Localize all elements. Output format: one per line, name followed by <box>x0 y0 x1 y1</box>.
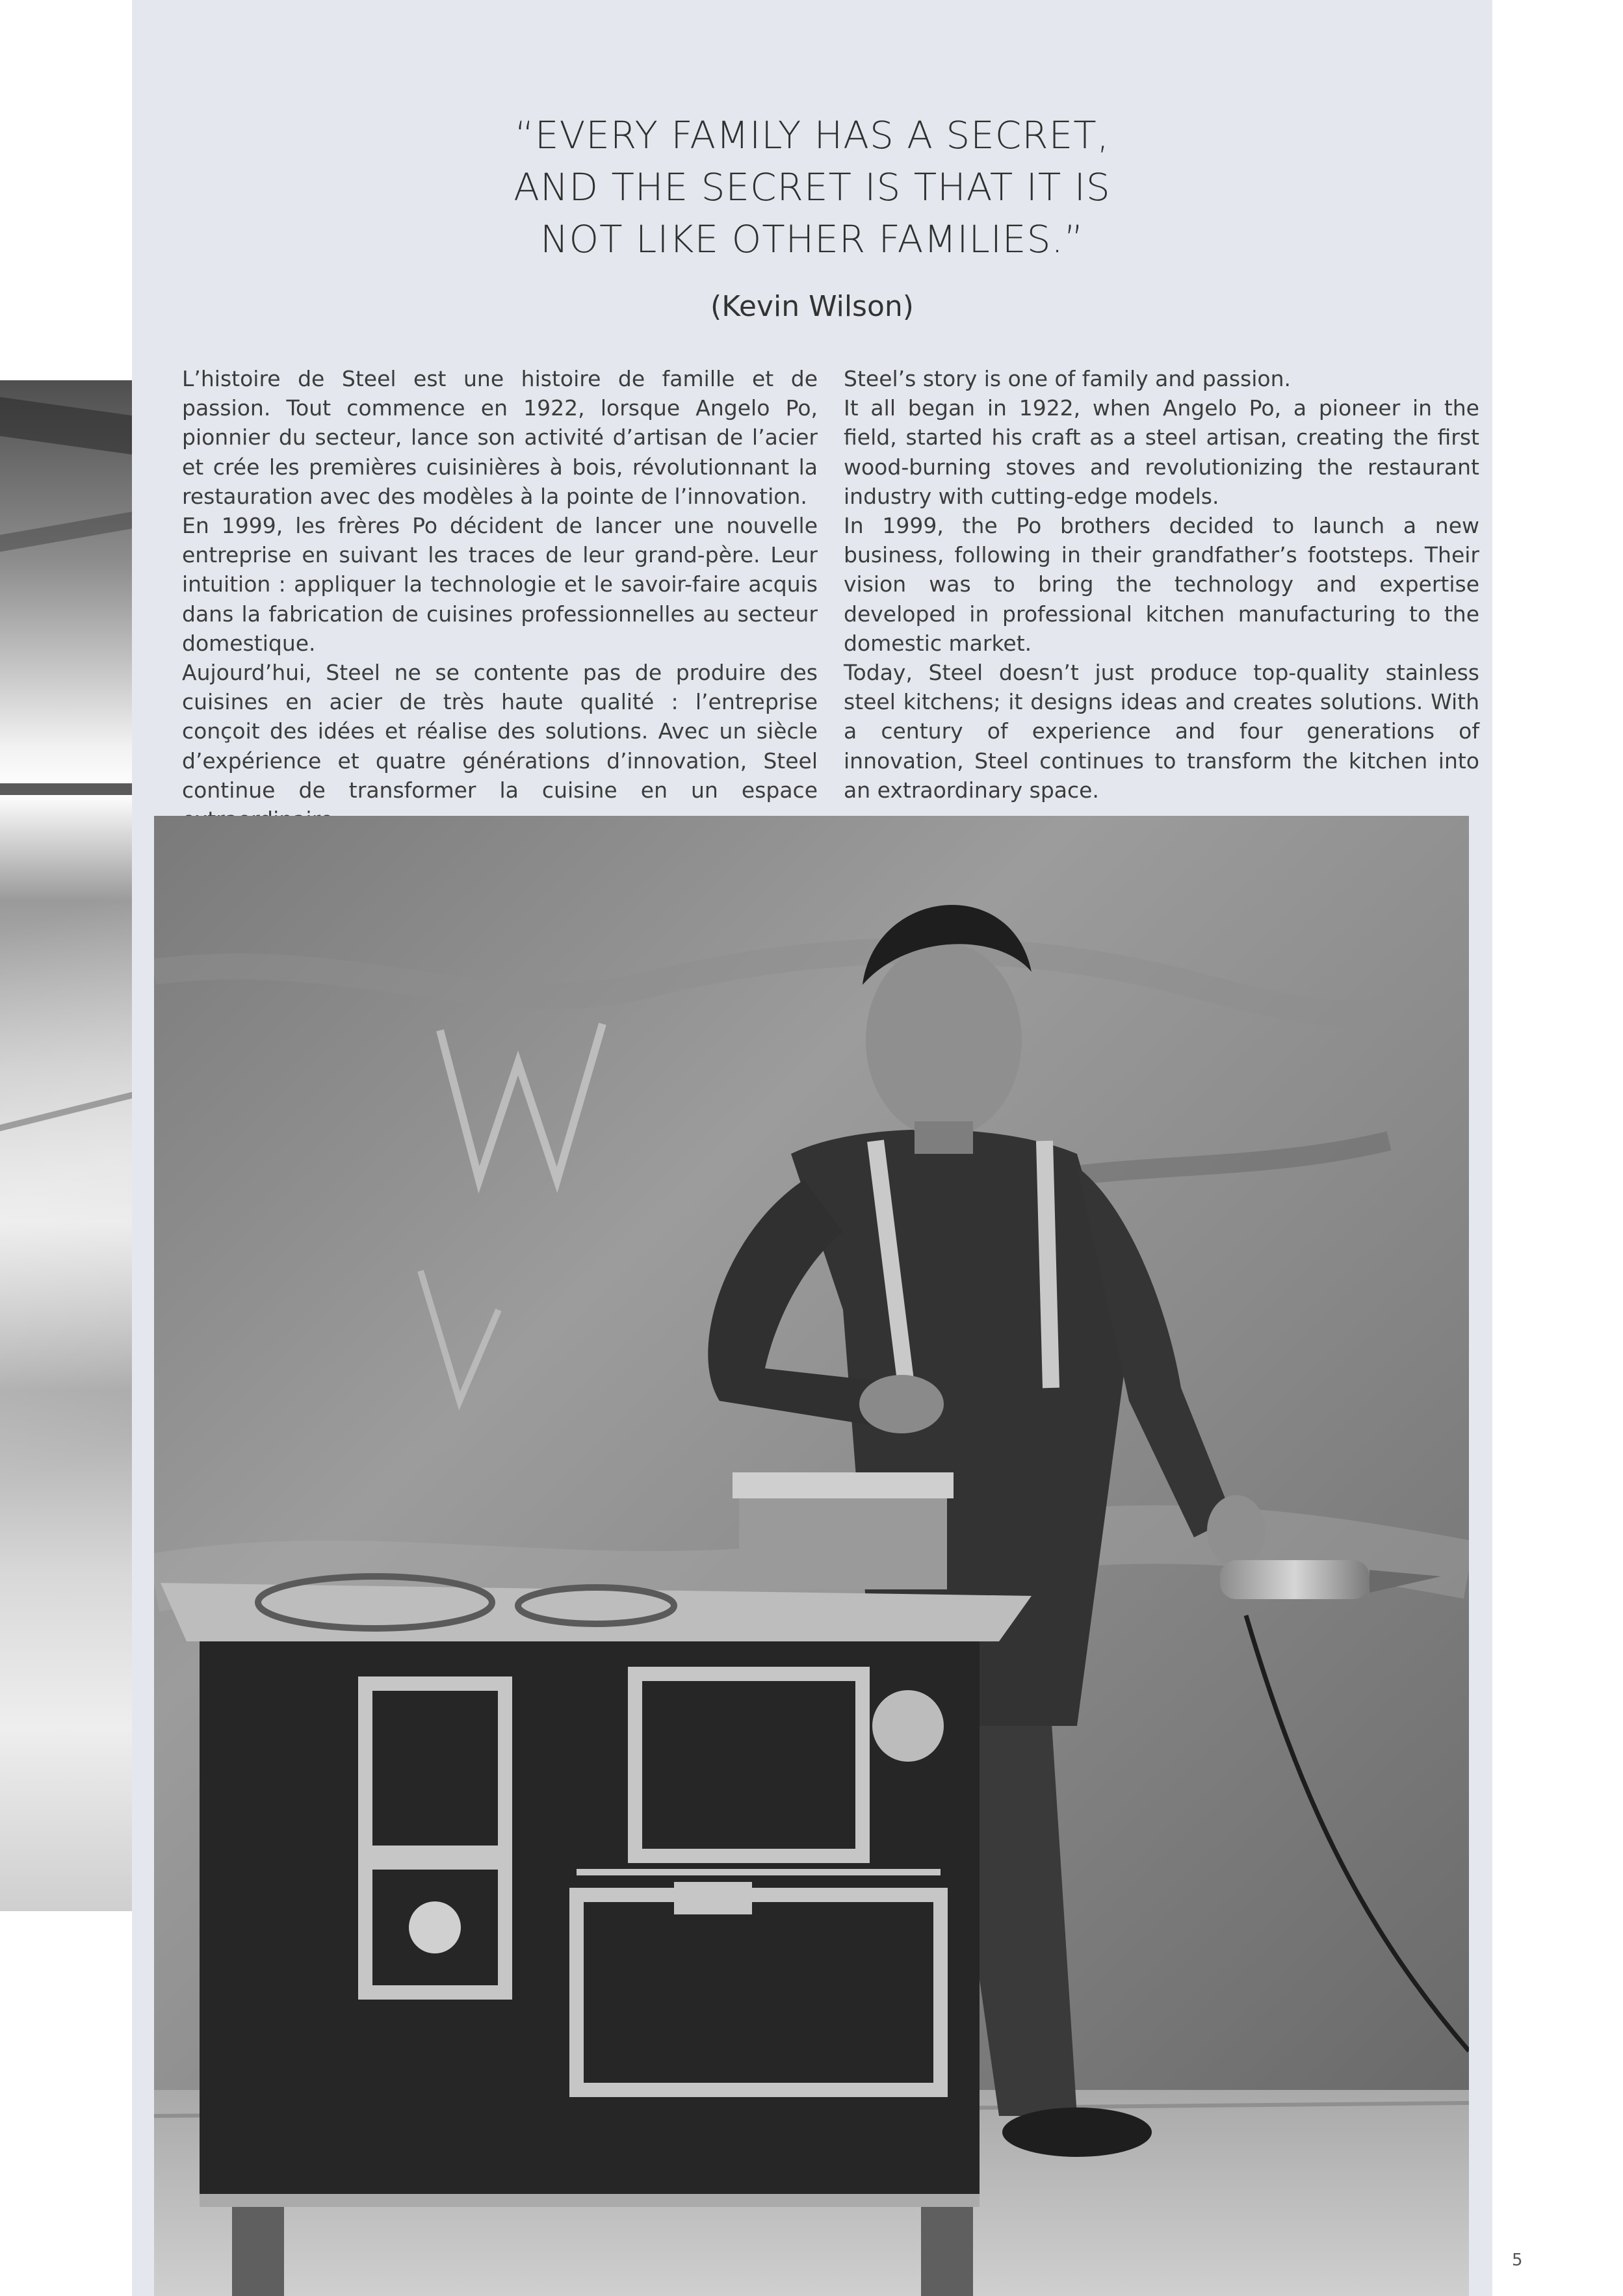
french-paragraph: L’histoire de Steel est une histoire de famille et de passion. Tout commence en 1922, lorsque Angelo Po, pionnier du secteur, lance son activité d’artisan de l’acier et crée les premières cuisinières à bois, révolutionnant la restauration avec des modèles à la pointe de l’innovation. <box>182 366 818 509</box>
historic-photograph <box>154 816 1469 2296</box>
edge-photo-fragment <box>0 380 132 1911</box>
pull-quote <box>132 109 1492 265</box>
english-paragraph: Today, Steel doesn’t just produce top-quality stainless steel kitchens; it designs ideas and creates solutions. With a century of experience and four generations of innovation, Steel continues to transform the kitchen into an extraordinary space. <box>844 660 1479 803</box>
quote-author: (Kevin Wilson) <box>710 290 914 323</box>
english-column <box>844 364 1479 805</box>
french-paragraph: En 1999, les frères Po décident de lancer une nouvelle entreprise en suivant les traces de leur grand-père. Leur intuition : appliquer la technologie et le savoir-faire acquis dans la fabrication de cuisines professionnelles au secteur domestique. <box>182 513 818 656</box>
english-paragraph: Steel’s story is one of family and passion. <box>844 366 1292 391</box>
french-paragraph: Aujourd’hui, Steel ne se contente pas de produire des cuisines en acier de très haute qualité : l’entreprise conçoit des idées et réalise des solutions. Avec un siècle d’expérience et quatre générations d’innovation, Steel continue de transformer la cuisine en un espace <box>182 660 818 803</box>
quote-line: “EVERY FAMILY HAS A SECRET, <box>514 113 1110 157</box>
quote-line: AND THE SECRET IS THAT IT IS <box>513 165 1111 209</box>
quote-line: NOT LIKE OTHER FAMILIES.” <box>540 217 1084 261</box>
english-paragraph: In 1999, the Po brothers decided to launch a new business, following in their grandfather’s footsteps. Their vision was to bring the technology and expertise developed in professional kitchen manufacturing to the domestic market. <box>844 513 1479 656</box>
english-paragraph: It all began in 1922, when Angelo Po, a pioneer in the field, started his craft as a steel artisan, creating the first wood-burning stoves and revolutionizing the restaurant industry with cutting-edge models. <box>844 395 1479 509</box>
page-number: 5 <box>1512 2250 1523 2270</box>
french-column <box>182 364 818 834</box>
